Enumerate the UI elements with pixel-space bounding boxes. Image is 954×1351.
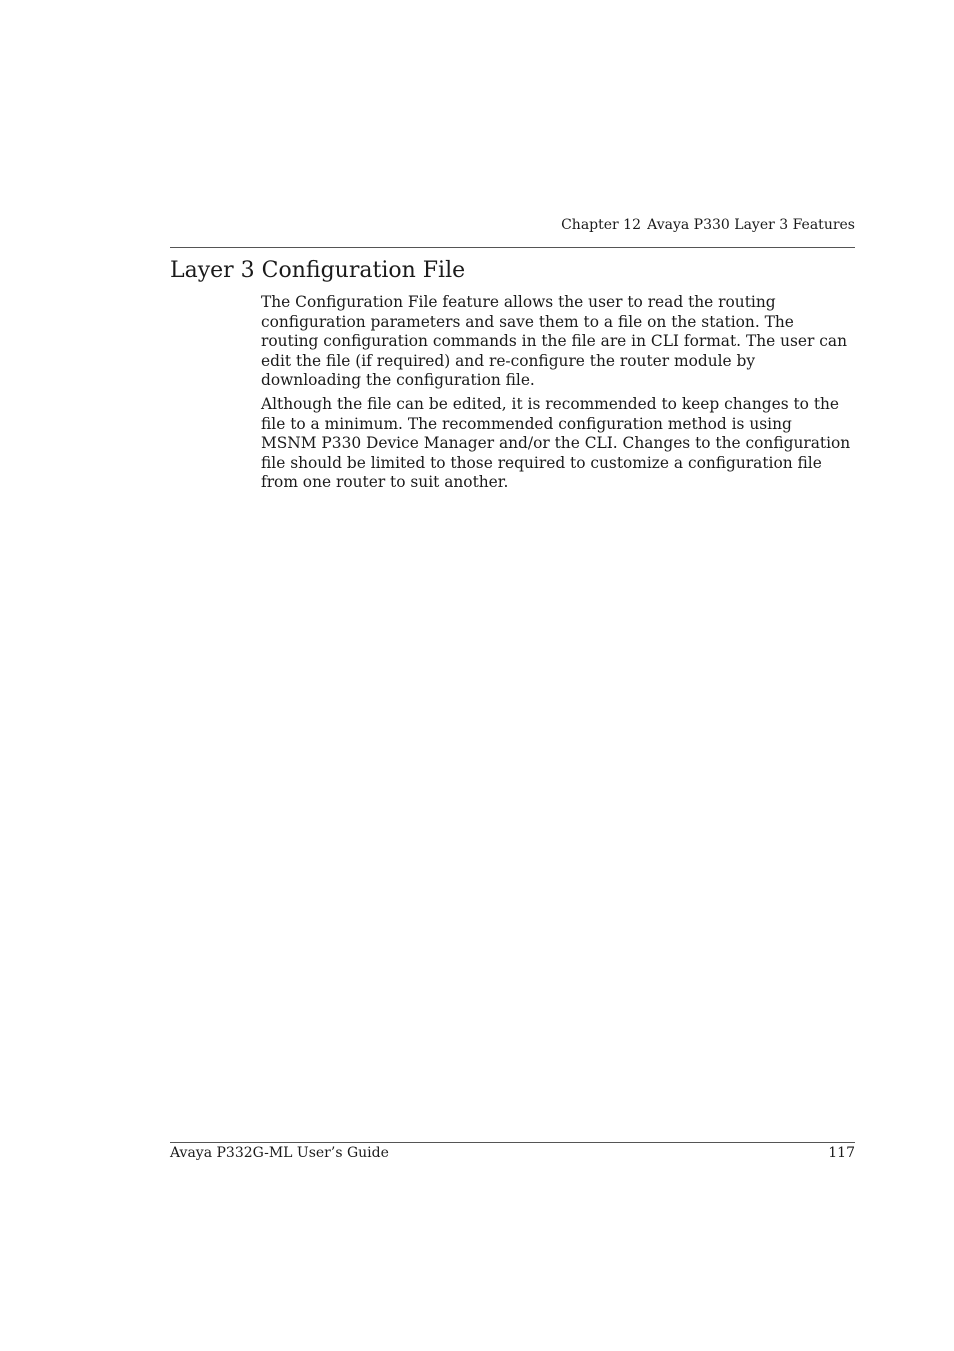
page-header xyxy=(170,215,855,248)
page-number: 117 xyxy=(828,1145,855,1161)
page-footer xyxy=(170,1142,855,1161)
paragraph: The Configuration File feature allows the user to read the routing configuration parameters and save them to a file on the station. The routing configuration commands in the file are in CLI format. The user can edit the file (if required) and re-configure the router module by downloading the configuration file. xyxy=(261,293,847,389)
paragraph: Although the file can be edited, it is recommended to keep changes to the file to a minimum. The recommended configuration method is using MSNM P330 Device Manager and/or the CLI. Changes to the configuration file should be limited to those required to customize a configuration file from one router to suit another. xyxy=(261,395,851,491)
body-text xyxy=(261,293,851,497)
header-title: Avaya P330 Layer 3 Features xyxy=(647,217,855,233)
section-heading: Layer 3 Configuration File xyxy=(170,258,466,283)
footer-guide-title: Avaya P332G-ML User’s Guide xyxy=(170,1145,389,1161)
header-chapter: Chapter 12 xyxy=(561,217,641,233)
